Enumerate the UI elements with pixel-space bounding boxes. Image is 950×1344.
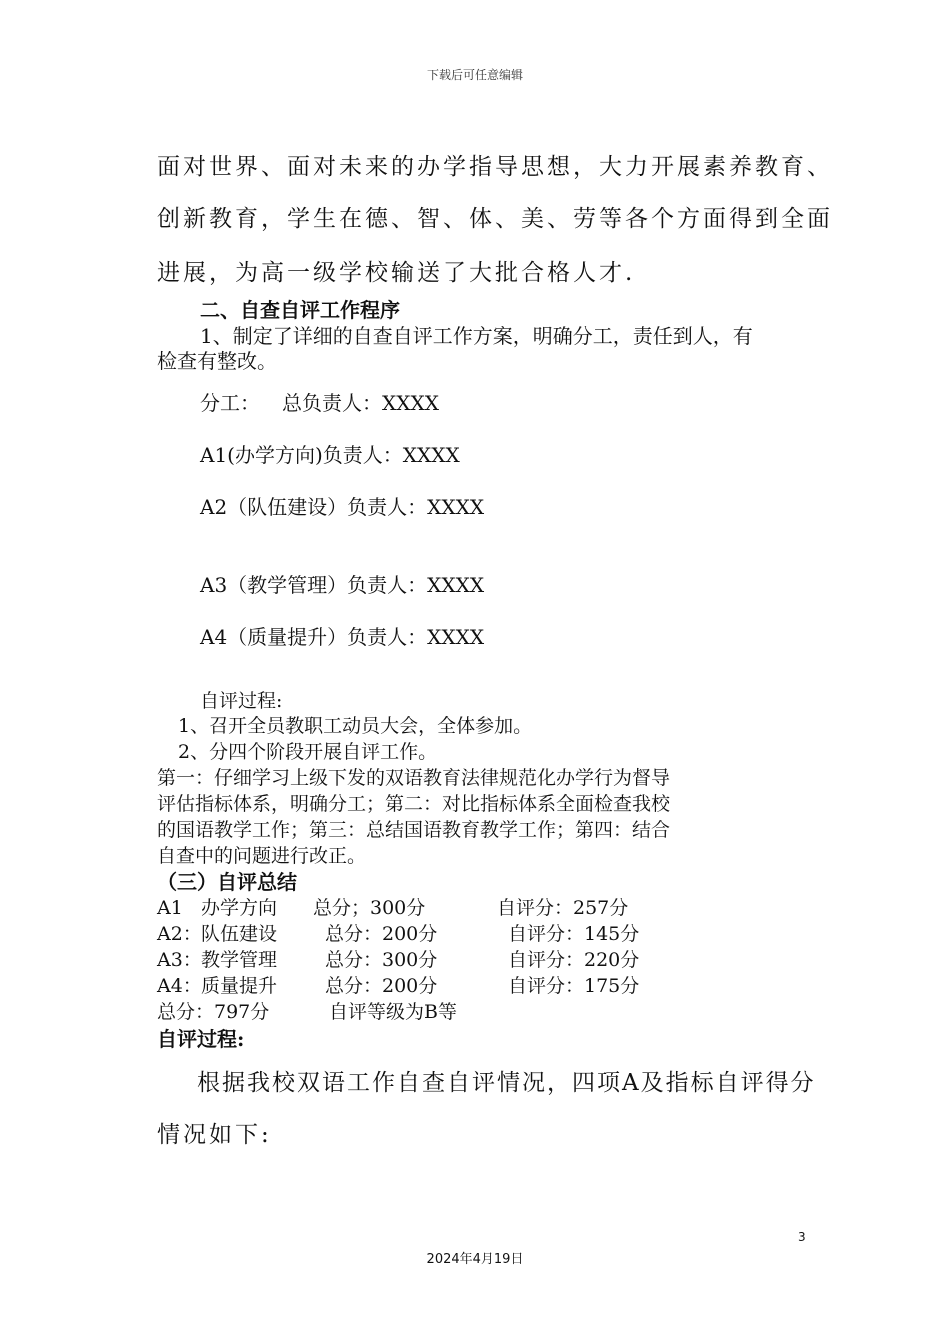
score-self: 自评分：220分 <box>508 949 640 971</box>
intro-line-3: 进展，为高一级学校输送了大批合格人才. <box>157 260 636 286</box>
score-name: 办学方向 <box>201 897 278 919</box>
division-label: 分工： <box>200 391 260 415</box>
score-name: 队伍建设 <box>201 923 278 945</box>
process-title: 自评过程: <box>200 690 283 712</box>
section2-title: 二、自查自评工作程序 <box>200 298 400 322</box>
score-total-row <box>157 997 457 1024</box>
page-number: 3 <box>798 1230 806 1244</box>
score-code: A3： <box>157 949 202 971</box>
score-self: 自评分：175分 <box>508 975 640 997</box>
division-lead: 总负责人：XXXX <box>282 391 439 415</box>
process-step-2: 2、分四个阶段开展自评工作。 <box>178 741 438 763</box>
intro-line-2: 创新教育，学生在德、智、体、美、劳等各个方面得到全面 <box>157 206 833 232</box>
intro-line-1: 面对世界、面对未来的办学指导思想，大力开展素养教育、 <box>157 154 833 180</box>
score-row <box>157 945 639 972</box>
closing-line-1: 根据我校双语工作自查自评情况，四项A及指标自评得分 <box>197 1070 816 1096</box>
section2-item1-line2: 检查有整改。 <box>157 349 277 373</box>
score-name: 质量提升 <box>201 975 278 997</box>
stages-line-2: 评估指标体系，明确分工；第二：对比指标体系全面检查我校 <box>157 793 671 815</box>
score-total: 总分：300分 <box>325 949 438 971</box>
closing-line-2: 情况如下: <box>157 1122 272 1148</box>
score-self: 自评分：145分 <box>508 923 640 945</box>
stages-line-1: 第一：仔细学习上级下发的双语教育法律规范化办学行为督导 <box>157 767 671 789</box>
score-row <box>157 919 639 946</box>
division-a3: A3（教学管理）负责人：XXXX <box>200 573 485 597</box>
score-row <box>157 893 628 920</box>
score-name: 教学管理 <box>201 949 278 971</box>
score-total: 总分：200分 <box>325 923 438 945</box>
score-row <box>157 971 639 998</box>
score-total: 总分：200分 <box>325 975 438 997</box>
division-a4: A4（质量提升）负责人：XXXX <box>200 625 485 649</box>
division-a1: A1(办学方向)负责人：XXXX <box>200 443 460 467</box>
division-a2: A2（队伍建设）负责人：XXXX <box>200 495 485 519</box>
section2-item1-line1: 1、制定了详细的自查自评工作方案，明确分工，责任到人，有 <box>200 324 753 348</box>
grand-total: 总分：797分 <box>157 1001 270 1023</box>
stages-line-3: 的国语教学工作；第三：总结国语教育教学工作；第四：结合 <box>157 819 671 841</box>
score-code: A2： <box>157 923 202 945</box>
score-total: 总分；300分 <box>313 897 426 919</box>
stages-line-4: 自查中的问题进行改正。 <box>157 845 367 867</box>
process-step-1: 1、召开全员教职工动员大会，全体参加。 <box>178 715 533 737</box>
score-self: 自评分：257分 <box>497 897 629 919</box>
score-code: A4： <box>157 975 202 997</box>
footer-date: 2024年4月19日 <box>426 1252 524 1267</box>
grade: 自评等级为B等 <box>329 1001 457 1023</box>
process2-title: 自评过程: <box>157 1027 245 1051</box>
score-code: A1 <box>157 897 183 919</box>
summary-title: （三）自评总结 <box>157 870 297 894</box>
page-header: 下载后可任意编辑 <box>426 68 523 82</box>
